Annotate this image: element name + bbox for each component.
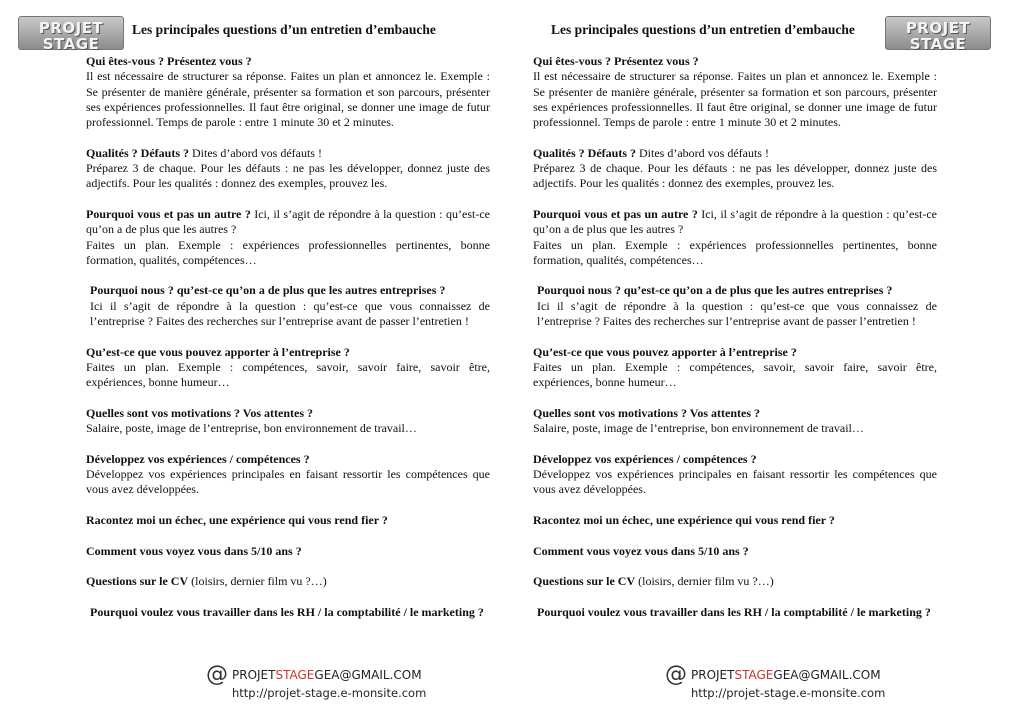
section-pourquoi-nous <box>533 283 937 329</box>
answer-text: Préparez 3 de chaque. Pour les défauts : ne pas les développer, donnez juste des adjectifs. Pour les qualités : donnez des exemples, prouvez les. <box>533 161 937 191</box>
question: Questions sur le CV <box>86 574 189 589</box>
questions-list <box>533 54 937 635</box>
question: Qu’est-ce que vous pouvez apporter à l’entreprise ? <box>86 344 350 359</box>
email-part: GEA@GMAIL.COM <box>314 668 422 682</box>
contact-email[interactable] <box>691 668 881 682</box>
section-qualites <box>86 146 490 192</box>
section-apport <box>86 345 490 391</box>
email-part: PROJET <box>232 668 276 682</box>
question: Pourquoi vous et pas un autre ? <box>533 206 698 221</box>
section-cv <box>86 574 490 589</box>
answer-inline: Dites d’abord vos défauts ! <box>636 145 769 160</box>
answer-inline: Ici, il s’agit de répondre à la question : qu’est-ce qu’on a de plus que les autres ? <box>533 206 937 237</box>
question: Pourquoi nous ? qu’est-ce qu’on a de plus que les autres entreprises ? <box>90 283 446 298</box>
question: Pourquoi voulez vous travailler dans les RH / la comptabilité / le marketing ? <box>90 604 484 619</box>
answer-text: Développez vos expériences principales en faisant ressortir les compétences que vous avez développées. <box>86 467 490 497</box>
section-pourquoi-vous <box>533 207 937 268</box>
section-echec <box>533 513 937 528</box>
question: Qui êtes-vous ? Présentez vous ? <box>533 54 699 68</box>
answer-text: Il est nécessaire de structurer sa réponse. Faites un plan et annoncez le. Exemple : Se présenter de manière générale, présenter sa formation et son parcours, présenter ses expériences professionnelles. Il faut être original, se donner une image de futur professionnel. Temps de parole : entre 1 minute 30 et 2 minutes. <box>533 69 937 130</box>
section-echec <box>86 513 490 528</box>
answer-text: Faites un plan. Exemple : compétences, savoir, savoir faire, savoir être, expériences, bonne humeur… <box>86 359 490 390</box>
answer-text: Salaire, poste, image de l’entreprise, bon environnement de travail… <box>86 421 417 436</box>
questions-list <box>86 54 490 635</box>
section-cv <box>533 574 937 589</box>
section-motivations <box>533 406 937 437</box>
answer-text: Faites un plan. Exemple : expériences professionnelles pertinentes, bonne formation, qualités, compétences… <box>533 237 937 267</box>
question: Qui êtes-vous ? Présentez vous ? <box>86 54 252 68</box>
right-page <box>533 0 983 724</box>
answer-text: Préparez 3 de chaque. Pour les défauts : ne pas les développer, donnez juste des adjectifs. Pour les qualités : donnez des exemples, prouvez les. <box>86 161 490 191</box>
answer-inline: (loisirs, dernier film vu ?…) <box>188 574 327 589</box>
section-motivations <box>86 406 490 437</box>
answer-text: Faites un plan. Exemple : expériences professionnelles pertinentes, bonne formation, qualités, compétences… <box>86 237 490 267</box>
at-icon: @ <box>665 662 687 687</box>
website-link[interactable]: http://projet-stage.e-monsite.com <box>691 686 886 700</box>
answer-text: Ici il s’agit de répondre à la question : qu’est-ce que vous connaissez de l’entreprise ? Faites des recherches sur l’entreprise avant de passer l’entretien ! <box>537 298 937 329</box>
question: Comment vous voyez vous dans 5/10 ans ? <box>86 543 302 558</box>
section-metier <box>533 605 937 620</box>
website-link[interactable]: http://projet-stage.e-monsite.com <box>232 686 427 700</box>
logo-title: PROJET STAGE <box>905 19 971 53</box>
section-presentation <box>86 54 490 130</box>
answer-text: Développez vos expériences principales en faisant ressortir les compétences que vous avez développées. <box>533 467 937 497</box>
projet-stage-logo <box>18 16 124 60</box>
section-metier <box>86 605 490 620</box>
question: Pourquoi nous ? qu’est-ce qu’on a de plus que les autres entreprises ? <box>537 283 893 298</box>
question: Qualités ? Défauts ? <box>533 145 636 160</box>
question: Qualités ? Défauts ? <box>86 145 189 160</box>
answer-text: Salaire, poste, image de l’entreprise, bon environnement de travail… <box>533 421 864 436</box>
question: Développez vos expériences / compétences ? <box>86 451 310 466</box>
contact-footer <box>665 664 915 708</box>
email-part-highlight: STAGE <box>275 668 315 682</box>
question: Pourquoi vous et pas un autre ? <box>86 206 251 221</box>
question: Pourquoi voulez vous travailler dans les RH / la comptabilité / le marketing ? <box>537 604 931 619</box>
question: Quelles sont vos motivations ? Vos attentes ? <box>533 405 761 420</box>
section-pourquoi-vous <box>86 207 490 268</box>
contact-footer <box>206 664 456 708</box>
section-experiences <box>533 452 937 498</box>
projet-stage-logo <box>885 16 991 60</box>
answer-text: Faites un plan. Exemple : compétences, savoir, savoir faire, savoir être, expériences, bonne humeur… <box>533 359 937 390</box>
section-presentation <box>533 54 937 130</box>
question: Racontez moi un échec, une expérience qui vous rend fier ? <box>533 512 835 527</box>
logo-title: PROJET STAGE <box>38 19 104 53</box>
page-title: Les principales questions d’un entretien d’embauche <box>551 22 855 37</box>
at-icon: @ <box>206 662 228 687</box>
section-futur <box>533 544 937 559</box>
answer-inline: Ici, il s’agit de répondre à la question : qu’est-ce qu’on a de plus que les autres ? <box>86 206 490 237</box>
logo-subtitle: IUT GEA d'Evry Val d'Essonne <box>26 53 116 60</box>
section-apport <box>533 345 937 391</box>
answer-inline: (loisirs, dernier film vu ?…) <box>635 574 774 589</box>
question: Développez vos expériences / compétences ? <box>533 451 757 466</box>
question: Comment vous voyez vous dans 5/10 ans ? <box>533 543 749 558</box>
question: Questions sur le CV <box>533 574 636 589</box>
logo-subtitle: IUT GEA d'Evry Val d'Essonne <box>893 53 983 60</box>
section-pourquoi-nous <box>86 283 490 329</box>
contact-email[interactable] <box>232 668 422 682</box>
section-qualites <box>533 146 937 192</box>
question: Quelles sont vos motivations ? Vos attentes ? <box>86 405 314 420</box>
answer-inline: Dites d’abord vos défauts ! <box>189 145 322 160</box>
section-futur <box>86 544 490 559</box>
question: Qu’est-ce que vous pouvez apporter à l’entreprise ? <box>533 344 797 359</box>
answer-text: Ici il s’agit de répondre à la question : qu’est-ce que vous connaissez de l’entreprise ? Faites des recherches sur l’entreprise avant de passer l’entretien ! <box>90 298 490 329</box>
email-part-highlight: STAGE <box>734 668 774 682</box>
email-part: GEA@GMAIL.COM <box>773 668 881 682</box>
section-experiences <box>86 452 490 498</box>
page-title: Les principales questions d’un entretien d’embauche <box>132 22 436 37</box>
question: Racontez moi un échec, une expérience qui vous rend fier ? <box>86 512 388 527</box>
email-part: PROJET <box>691 668 735 682</box>
left-page <box>26 0 490 724</box>
answer-text: Il est nécessaire de structurer sa réponse. Faites un plan et annoncez le. Exemple : Se présenter de manière générale, présenter sa formation et son parcours, présenter ses expériences professionnelles. Il faut être original, se donner une image de futur professionnel. Temps de parole : entre 1 minute 30 et 2 minutes. <box>86 69 490 130</box>
